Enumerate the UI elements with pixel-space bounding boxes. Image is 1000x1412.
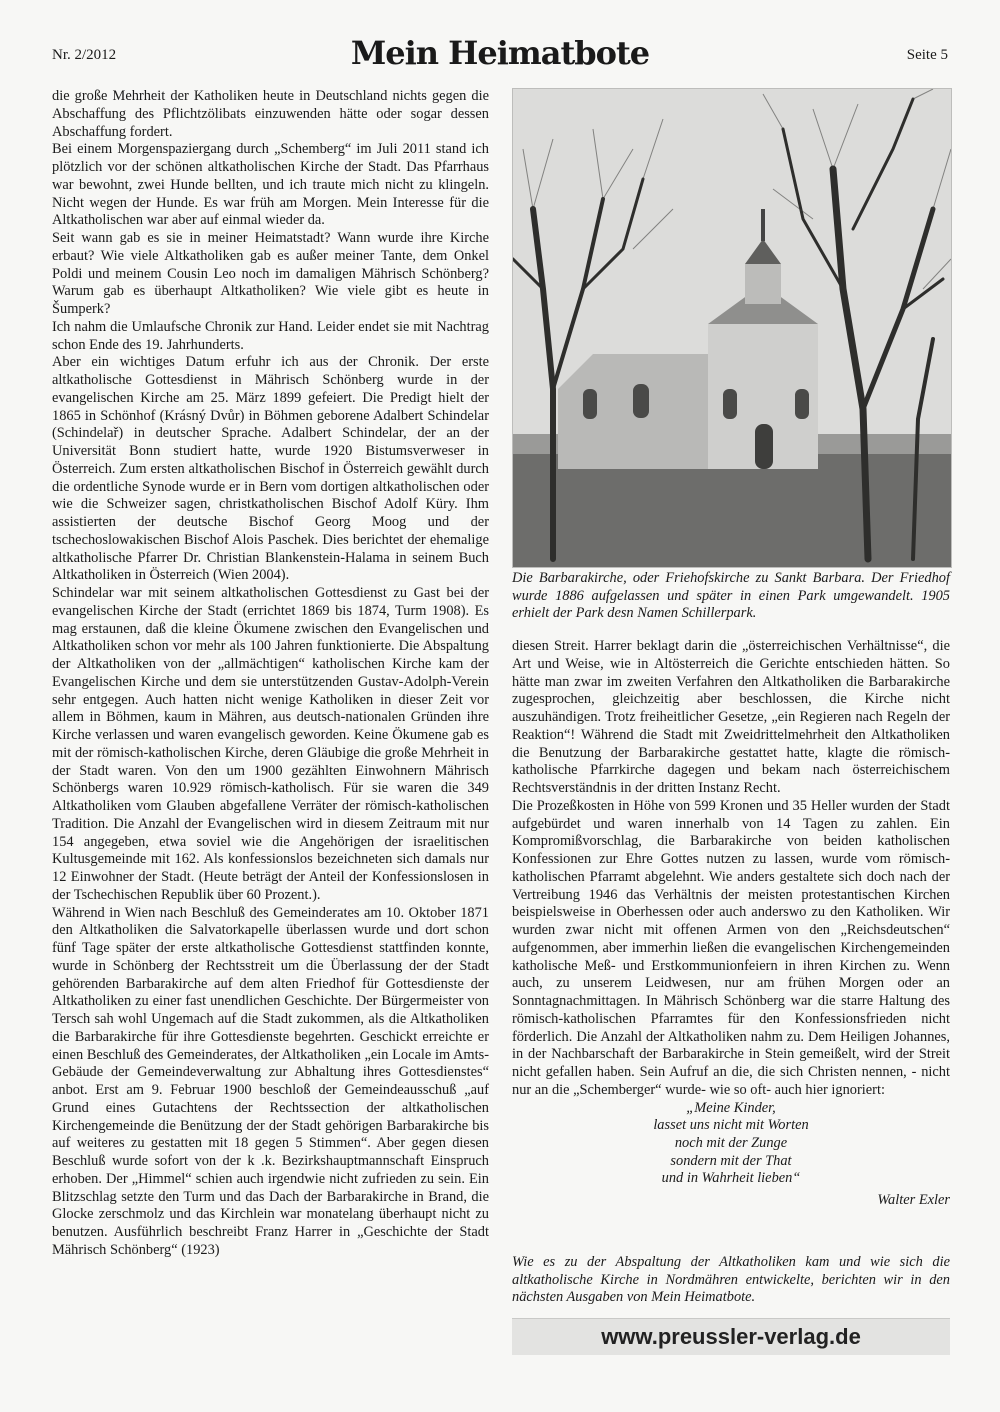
paragraph: Schindelar war mit seinem altkatholischen Gottesdienst zu Gast bei der evangelischen Kirche der Stadt (errichtet 1869 bis 1874, Turm 1908). Es mag erstaunen, daß die kleine Ökumene zwischen den Evangelischen und Altkatholiken schon vor mehr als 100 Jahren funktionierte. Die Abspaltung der Altkatholiken von der „allmächtigen“ katholischen Kirche kam der Evangelischen Kirche und dem sie unterstützenden Gustav-Adolph-Verein sehr entgegen. Auch hatten nicht wenige Katholiken in dieser Zeit vor allem in Böhmen, kaum in Mähren, aus deutsch-nationalen Gründen ihre Kirche verlassen und waren evangelisch geworden. Keine Ökumene gab es mit der römisch-katholischen Kirche, deren Gläubige die große Mehrheit in der Stadt waren. Von den um 1900 gezählten Einwohnern Mährisch Schönbergs waren 10.929 römisch-katholisch. Für sie waren die 349 Altkatholiken vom Glauben abgefallene Verräter der römisch-katholischen Tradition. Die Anzahl der Evangelischen wird in diesem Zeitraum mit nur 154 angegeben, etwa soviel wie die Angehörigen der israelitischen Kultusgemeinde mit 162. Als konfessionslos bezeichneten sich damals nur 12 Einwohner der Stadt. (Heute beträgt der Anteil der Konfessionslosen in der Tschechischen Republik über 60 Prozent.). — [52, 585, 489, 903]
paragraph: Bei einem Morgenspaziergang durch „Schemberg“ im Juli 2011 stand ich plötzlich vor der schönen altkatholischen Kirche der Stadt. Das Pfarrhaus war bewohnt, zwei Hunde bellten, und ich traute mich nicht zu klingeln. Nicht wegen der Hunde. Es war früh am Morgen. Mein Interesse für die Altkatholischen war aber auf einmal wieder da. — [52, 141, 489, 229]
paragraph: Ich nahm die Umlaufsche Chronik zur Hand. Leider endet sie mit Nachtrag schon Ende des 19. Jahrhunderts. — [52, 318, 489, 353]
poem-line: sondern mit der That — [670, 1152, 792, 1169]
paragraph: die große Mehrheit der Katholiken heute in Deutschland nichts gegen die Abschaffung des Pflichtzölibats einzuwenden hätte oder sogar dessen Abschaffung fordert. — [52, 88, 489, 140]
author-name: Walter Exler — [877, 1192, 950, 1209]
paragraph: Aber ein wichtiges Datum erfuhr ich aus der Chronik. Der erste altkatholische Gottesdienst in Mährisch Schönberg wurde in der evangelischen Kirche am 25. März 1899 gefeiert. Die Predigt hielt der 1865 in Schönhof (Krásný Dvůr) in Böhmen geborene Adalbert Schindelar (Schindelař) in deutscher Sprache. Adalbert Schindelar, der an der Universität Bonn studiert hatte, wurde 1920 Bistumsverweser in Österreich. Zum ersten altkatholischen Bischof in Österreich gewählt durch die ordentliche Synode wurde er in Bern vom dortigen altkatholischen oder wie die Schweizer sagen, christkatholischen Bischof Adolf Küry. Ihm assistierten der deutsche Bischof Georg Moog und der tschechoslowakischen Bischof Alois Paschek. Dies berichtet der ehemalige altkatholische Pfarrer Dr. Christian Blankenstein-Halama in seinem Buch Altkatholiken in Österreich (Wien 2004). — [52, 354, 489, 584]
poem-line: „Meine Kinder, — [686, 1099, 776, 1116]
article-right-column — [512, 638, 950, 1210]
paragraph: diesen Streit. Harrer beklagt darin die „österreichischen Verhältnisse“, die Art und Weise, wie in Altösterreich die Gerichte entschieden hätten. So hätte man zwar im zweiten Verfahren den Altkatholiken die Barbarakirche zugesprochen, gleichzeitig aber beschlossen, die Kirche nicht auszuhändigen. Trotz freiheitlicher Gesetze, „ein Regieren nach Regeln der Reaktion“! Während die Stadt mit Zweidrittelmehrheit den Altkatholiken die Benutzung der Barbarakirche gestattet hatte, klagte die römisch-katholische Pfarrkirche dagegen und bekam nach österreichischem Rechtsverständnis in der dritten Instanz Recht. — [512, 638, 950, 796]
church-photo — [512, 88, 952, 568]
paragraph: Die Prozeßkosten in Höhe von 599 Kronen und 35 Heller wurden der Stadt aufgebürdet und waren innerhalb von 14 Tagen zu zahlen. Ein Kompromißvorschlag, die Barbarakirche von beiden katholischen Konfessionen zur Ehre Gottes nutzen zu lassen, wurde vom römisch-katholischen Pfarramt abgelehnt. Wie anders gestaltete sich doch nach der Vertreibung 1946 das Verhältnis der meisten protestantischen Kirchen beispielsweise in Oberhessen oder auch anderswo zu den Katholiken. Wir wurden zwar nicht mit offenen Armen von den „Reichsdeutschen“ aufgenommen, aber immerhin ließen die evangelischen Kirchengemeinden katholische Meß- und Erstkommunionfeiern in ihren Kirchen zu. Wenn auch, zu unserem Leidwesen, nur am frühen Morgen oder an Sonntagnachmittagen. In Mährisch Schönberg war die starre Haltung des römisch-katholischen Pfarramtes für den Konfessionsfrieden nicht förderlich. Die Anzahl der Altkatholiken nahm zu. Dem Heiligen Johannes, in der Nachbarschaft der Barbarakirche in Stein gemeißelt, wird der Streit nicht gefallen haben. Sein Aufruf an die, die sich Christen nennen, - nicht nur an die „Schemberger“ wurde- wie so oft- auch hier ignoriert: — [512, 797, 950, 1098]
series-note: Wie es zu der Abspaltung der Altkatholiken kam und wie sich die altkatholische Kirche in Nordmähren entwickelte, berichten wir in den nächsten Ausgaben von Mein Heimatbote. — [512, 1254, 950, 1306]
poem-line: noch mit der Zunge — [674, 1134, 788, 1151]
issue-number: Nr. 2/2012 — [52, 47, 117, 63]
page-number: Seite 5 — [906, 47, 948, 63]
publisher-website: www.preussler-verlag.de — [512, 1318, 950, 1355]
poem-line: lasset uns nicht mit Worten — [653, 1117, 809, 1134]
paragraph: Seit wann gab es sie in meiner Heimatstadt? Wann wurde ihre Kirche erbaut? Wie viele Altkatholiken gab es außer meiner Tante, dem Onkel Poldi und meinem Cousin Leo noch im damaligen Mährisch Schönberg? Warum gab es überhaupt Altkatholiken? Wie viele gibt es heute in Šumperk? — [52, 230, 489, 317]
masthead-logo: Mein Heimatbote — [350, 34, 650, 72]
poem-line: und in Wahrheit lieben“ — [661, 1170, 801, 1187]
photo-caption: Die Barbarakirche, oder Friehofskirche zu Sankt Barbara. Der Friedhof wurde 1886 aufgelassen und später in einen Park umgewandelt. 1905 erhielt der Park desn Namen Schillerpark. — [512, 570, 950, 622]
article-left-column — [52, 88, 489, 1260]
quote-poem — [512, 1100, 950, 1189]
paragraph: Während in Wien nach Beschluß des Gemeinderates am 10. Oktober 1871 den Altkatholiken die Salvatorkapelle überlassen wurde und dort schon fünf Tage später der erste altkatholische Gottesdienst stattfinden konnte, wurde in Schönberg der Rechtsstreit um die Überlassung der der Stadt gehörenden Barbarakirche auf dem alten Friedhof für Gottesdienste der Altkatholiken zu einer fast unendlichen Geschichte. Der Bürgermeister von Tersch sah wohl Ungemach auf die Stadt zukommen, als die Altkatholiken die Barbarakirche für ihre Gottesdienste begehrten. Geschickt erreichte er einen Beschluß des Gemeinderates, der Altkatholiken „ein Locale im Amts-Gebäude der Gemeindeverwaltung zur Abhaltung ihres Gottesdienstes“ anbot. Erst am 9. Februar 1900 beschloß der Gemeindeausschuß „auf Grund eines Gutachtens der Rechtssection der altkatholischen Kirchengemeinde die Benützung der der Stadt gehörigen Barbarakirche bis auf weiteres zu gestatten mit 18 gegen 5 Stimmen“. Aber gegen diesen Beschluß wurde sofort von der k .k. Bezirkshauptmannschaft Einspruch erhoben. Der „Himmel“ schien auch irgendwie nicht zufrieden zu sein. Ein Blitzschlag setzte den Turm und das Dach der Barbarakirche in Brand, die Glocke zerschmolz und das Kirchlein war monatelang überhaupt nicht zu benutzen. Ausführlich beschreibt Franz Harrer in „Geschichte der Stadt Mährisch Schönberg“ (1923) — [52, 904, 489, 1258]
